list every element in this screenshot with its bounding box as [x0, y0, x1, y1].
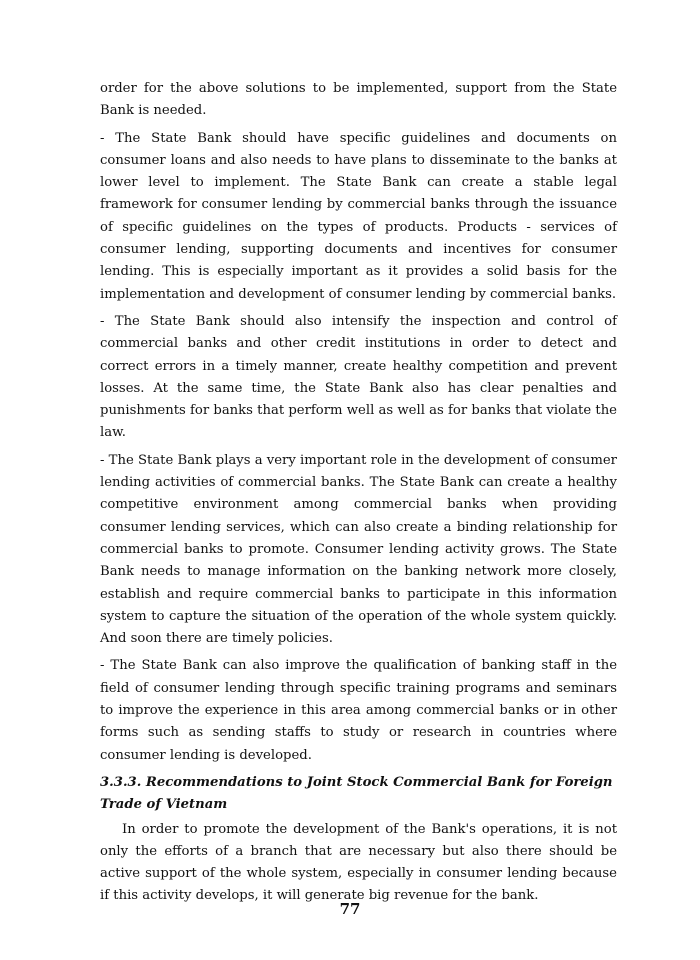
paragraph-closing: In order to promote the development of the Bank's operations, it is not only the efforts of a branch that are necessary but also there should be active support of the whole system, especially in consumer lending because if this activity develops, it will generate big revenue for the bank. [100, 821, 617, 904]
document-page [100, 78, 617, 913]
section-heading: 3.3.3. Recommendations to Joint Stock Commercial Bank for Foreign Trade of Vietnam [100, 774, 613, 813]
paragraph-inspection: - The State Bank should also intensify the inspection and control of commercial banks and other credit institutions in order to detect and correct errors in a timely manner, create healthy competition and prevent losses. At the same time, the State Bank also has clear penalties and punishments for banks that perform well as well as for banks that violate the law. [100, 313, 617, 441]
page-number: 77 [339, 900, 361, 918]
paragraph-guidelines: - The State Bank should have specific guidelines and documents on consumer loans and also needs to have plans to disseminate to the banks at lower level to implement. The State Bank can create a stable legal framework for consumer lending by commercial banks through the issuance of specific guidelines on the types of products. Products - services of consumer lending, supporting documents and incentives for consumer lending. This is especially important as it provides a solid basis for the implementation and development of consumer lending by commercial banks. [100, 130, 617, 302]
paragraph-qualification: - The State Bank can also improve the qualification of banking staff in the field of consumer lending through specific training programs and seminars to improve the experience in this area among commercial banks or in other forms such as sending staffs to study or research in countries where consumer lending is developed. [100, 658, 617, 763]
paragraph-role: - The State Bank plays a very important role in the development of consumer lending activities of commercial banks. The State Bank can create a healthy competitive environment among commercial banks when providing consumer lending services, which can also create a binding relationship for commercial banks to promote. Consumer lending activity grows. The State Bank needs to manage information on the banking network more closely, establish and require commercial banks to participate in this information system to capture the situation of the operation of the whole system quickly. And soon there are timely policies. [100, 452, 617, 647]
paragraph-state-bank-support: order for the above solutions to be implemented, support from the State Bank is needed. [100, 81, 617, 119]
